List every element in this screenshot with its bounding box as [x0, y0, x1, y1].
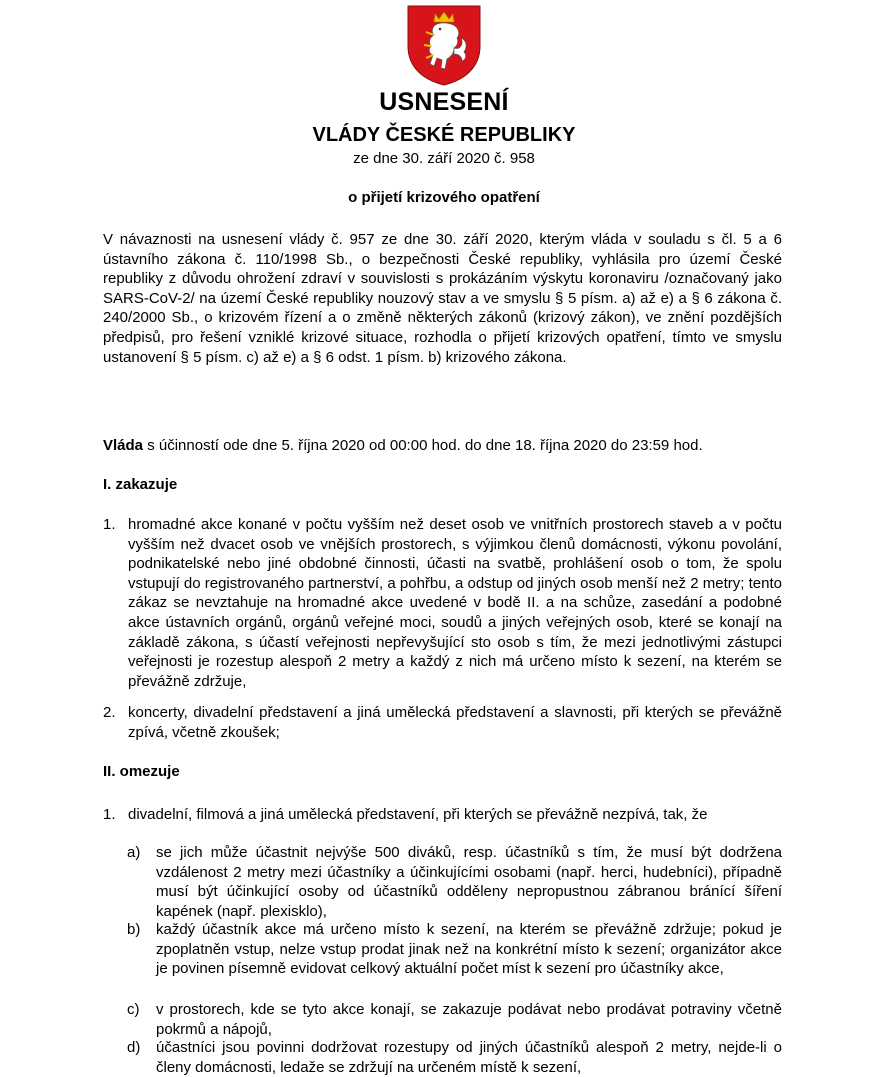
- effectivity-text: s účinností ode dne 5. října 2020 od 00:00 hod. do dne 18. října 2020 do 23:59 hod.: [143, 437, 703, 454]
- document-title: USNESENÍ: [379, 88, 509, 116]
- item-number: 1.: [103, 806, 116, 823]
- item-number: 2.: [103, 704, 116, 721]
- list-item: [103, 805, 782, 825]
- document-subtitle: VLÁDY ČESKÉ REPUBLIKY: [312, 124, 576, 146]
- sub-item-letter: b): [127, 921, 141, 938]
- section-heading-omezuje: II. omezuje: [103, 763, 180, 780]
- sub-item-letter: a): [127, 844, 141, 861]
- sub-item-text: každý účastník akce má určeno místo k sezení, na kterém se převážně zdržuje; pokud je zpoplatněn vstup, nelze vstup prodat jinak než na konkrétní místo k sezení; organizátor akce je povinen písemně evidovat celkový aktuální počet míst k sezení pro účastníky akce,: [156, 921, 782, 978]
- sub-item-letter: d): [127, 1039, 141, 1056]
- list-item: [103, 703, 782, 742]
- czech-lion-coat-of-arms-icon: [404, 2, 484, 86]
- sub-list-item: [127, 843, 782, 921]
- sub-item-text: v prostorech, kde se tyto akce konají, se zakazuje podávat nebo prodávat potraviny včetně pokrmů a nápojů,: [156, 1001, 782, 1038]
- sub-list-item: [127, 920, 782, 979]
- item-text: hromadné akce konané v počtu vyšším než deset osob ve vnitřních prostorech staveb a v počtu vyšším než dvacet osob ve vnějších prostorech, s výjimkou členů domácnosti, výkonu povolání, podnikatelské nebo jiné obdobné činnosti, účasti na svatbě, prohlášení osob o tom, že spolu vstupují do registrovaného partnerství, a pohřbu, a odstup od jiných osob menší než 2 metry; tento zákaz se nevztahuje na hromadné akce uvedené v bodě II. a na schůze, zasedání a podobné akce ústavních orgánů, orgánů veřejné moci, soudů a jiných veřejných osob, které se konají na základě zákona, s účastí veřejnosti nepřevyšující sto osob s tím, že mezi jednotlivými zástupci veřejnosti je rozestup alespoň 2 metry a každý z nich má určeno místo k sezení, na kterém se převážně zdržuje,: [128, 516, 782, 690]
- item-text: divadelní, filmová a jiná umělecká představení, při kterých se převážně nezpívá, tak, že: [128, 806, 708, 823]
- date-line: ze dne 30. září 2020 č. 958: [353, 150, 535, 167]
- sub-item-letter: c): [127, 1001, 140, 1018]
- sub-item-text: účastníci jsou povinni dodržovat rozestupy od jiných účastníků alespoň 2 metry, nejde-li o členy domácnosti, ledaže se zdržují na určeném místě k sezení,: [156, 1039, 782, 1076]
- item-number: 1.: [103, 516, 116, 533]
- vlada-bold: Vláda: [103, 437, 144, 454]
- effectivity-paragraph: [103, 436, 782, 456]
- list-item: [103, 515, 782, 691]
- resolution-subject: o přijetí krizového opatření: [348, 189, 540, 206]
- sub-list-item: [127, 1000, 782, 1039]
- item-text: koncerty, divadelní představení a jiná umělecká představení a slavnosti, při kterých se převážně zpívá, včetně zkoušek;: [128, 704, 782, 741]
- sub-list-item: [127, 1038, 782, 1077]
- sub-item-text: se jich může účastnit nejvýše 500 diváků, resp. účastníků s tím, že musí být dodržena vzdálenost 2 metry mezi účastníky a účinkujícími osobami (např. herci, hudebníci), případně musí být účinkující osoby od účastníků odděleny nepropustnou zábranou bránící šíření kapének (např. plexisklo),: [156, 844, 782, 920]
- intro-paragraph: V návaznosti na usnesení vlády č. 957 ze dne 30. září 2020, kterým vláda v souladu s čl. 5 a 6 ústavního zákona č. 110/1998 Sb., o bezpečnosti České republiky, vyhlásila pro území České republiky z důvodu ohrožení zdraví v souvislosti s prokázáním výskytu koronaviru /označovaný jako SARS-CoV-2/ na území České republiky nouzový stav a ve smyslu § 5 písm. a) až e) a § 6 zákona č. 240/2000 Sb., o krizovém řízení a o změně některých zákonů (krizový zákon), ve znění pozdějších předpisů, pro řešení vzniklé krizové situace, rozhodla o přijetí krizových opatření, tímto ve smyslu ustanovení § 5 písm. c) až e) a § 6 odst. 1 písm. b) krizového zákona.: [103, 231, 782, 366]
- section-heading-zakazuje: I. zakazuje: [103, 476, 178, 493]
